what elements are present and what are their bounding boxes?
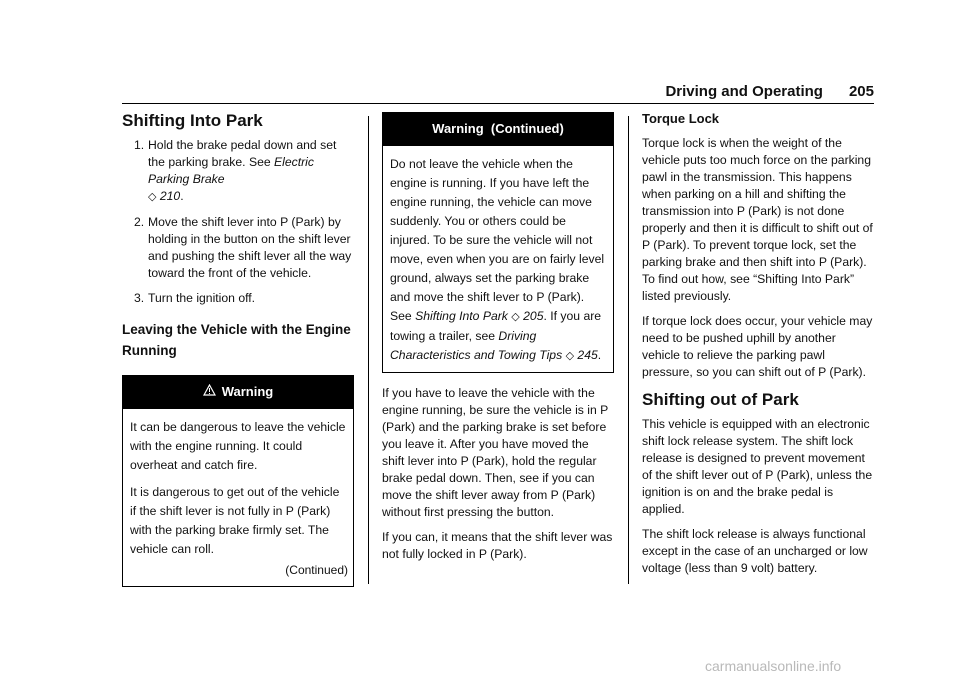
page-ref-icon: ◇ [565,350,575,362]
page-header [665,83,874,100]
link-shifting-into-park[interactable]: Shifting Into Park [415,309,508,323]
page-ref-icon: ◇ [511,311,520,323]
warning-paragraph-2: It is dangerous to get out of the vehicle if the shift lever is not fully in P (Park) with the parking brake firmly set. The vehicle can roll. [130,485,340,556]
shifting-paragraph-1: This vehicle is equipped with an electronic shift lock release system. The shift lock release is designed to prevent movement of the shift lever out of P (Park), unless the ignition is on and the brake pedal is applied. [642,417,873,516]
link-driving-characteristics[interactable]: Driving Characteristics and Towing Tips [390,329,563,362]
torque-paragraph-2: If torque lock does occur, your vehicle may need to be pushed uphill by another vehicle to relieve the parking pawl pressure, so you can shift out of P (Park). [642,314,873,379]
step-number: 1. [134,138,145,152]
step-text: Hold the brake pedal down and set the parking brake. See [148,138,337,169]
step-1 [134,137,354,206]
warning-body [123,409,353,586]
step-text: Turn the ignition off. [148,291,256,305]
subheading-torque-lock: Torque Lock [642,111,720,126]
warning-text-b: . If you are towing a trailer, see [390,309,602,343]
column-2 [382,106,614,571]
column-3 [642,106,874,585]
page-ref-205[interactable]: 205 [523,309,544,323]
warning-continued-body [383,146,613,372]
section-heading-shifting-out-of-park: Shifting out of Park [642,390,799,409]
body-paragraph-1: If you have to leave the vehicle with the engine running, be sure the vehicle is in P (Park) and the parking brake is set before you leave it. After you have moved the shift lever into P (Park), hold the regular brake pedal down. Then, see if you can move the shift lever away from P (Park) without first pressing the button. [382,386,609,519]
page-ref-245[interactable]: 245 [577,348,598,362]
warning-box [122,375,354,587]
watermark: carmanualsonline.info [705,658,842,674]
warning-header [123,376,353,409]
continued-label: (Continued) [285,563,348,577]
warning-title: Warning [221,384,274,399]
subheading-leaving-vehicle: Leaving the Vehicle with the Engine Running [122,322,351,358]
page-ref-210[interactable]: 210 [159,189,181,203]
step-2 [134,214,354,282]
steps-list [122,137,354,307]
column-divider-2 [628,116,629,584]
link-electric-parking-brake[interactable]: Electric Parking Brake [148,155,314,186]
step-3 [134,290,354,307]
header-rule [122,103,874,104]
column-divider-1 [368,116,369,584]
step-suffix: . [180,189,184,203]
step-text: Move the shift lever into P (Park) by holding in the button on the shift lever and pushing the shift lever all the way toward the front of the vehicle. [148,215,352,280]
shifting-paragraph-2: The shift lock release is always functional except in the case of an uncharged or low voltage (less than 9 volt) battery. [642,527,868,575]
step-number: 3. [134,291,145,305]
section-heading-shifting-into-park: Shifting Into Park [122,111,263,130]
step-number: 2. [134,215,145,229]
warning-text-a: Do not leave the vehicle when the engine is running. If you have left the engine running, the vehicle can move suddenly. You or others could be injured. To be sure the vehicle will not move, even when you are on fairly level ground, always set the parking brake and move the shift lever to P (Park). See [390,157,605,323]
warning-continued-header: Warning (Continued) [383,113,613,146]
column-1 [122,106,354,587]
torque-paragraph-1: Torque lock is when the weight of the vehicle puts too much force on the parking pawl in the transmission. This happens when parking on a hill and shifting the transmission into P (Park) is not done properly and then it is difficult to shift out of P (Park). To prevent torque lock, set the parking brake and then shift into P (Park). To find out how, see “Shifting Into Park” listed previously. [642,136,873,303]
warning-triangle-icon [203,383,216,400]
body-paragraph-2: If you can, it means that the shift lever was not fully locked in P (Park). [382,530,613,561]
page-ref-icon: ◇ [148,191,157,203]
warning-continued-box [382,112,614,373]
warning-text-c: . [597,348,602,362]
section-title: Driving and Operating [665,83,823,100]
warning-paragraph-1: It can be dangerous to leave the vehicle with the engine running. It could overheat and catch fire. [130,420,346,472]
page-number: 205 [848,83,874,100]
